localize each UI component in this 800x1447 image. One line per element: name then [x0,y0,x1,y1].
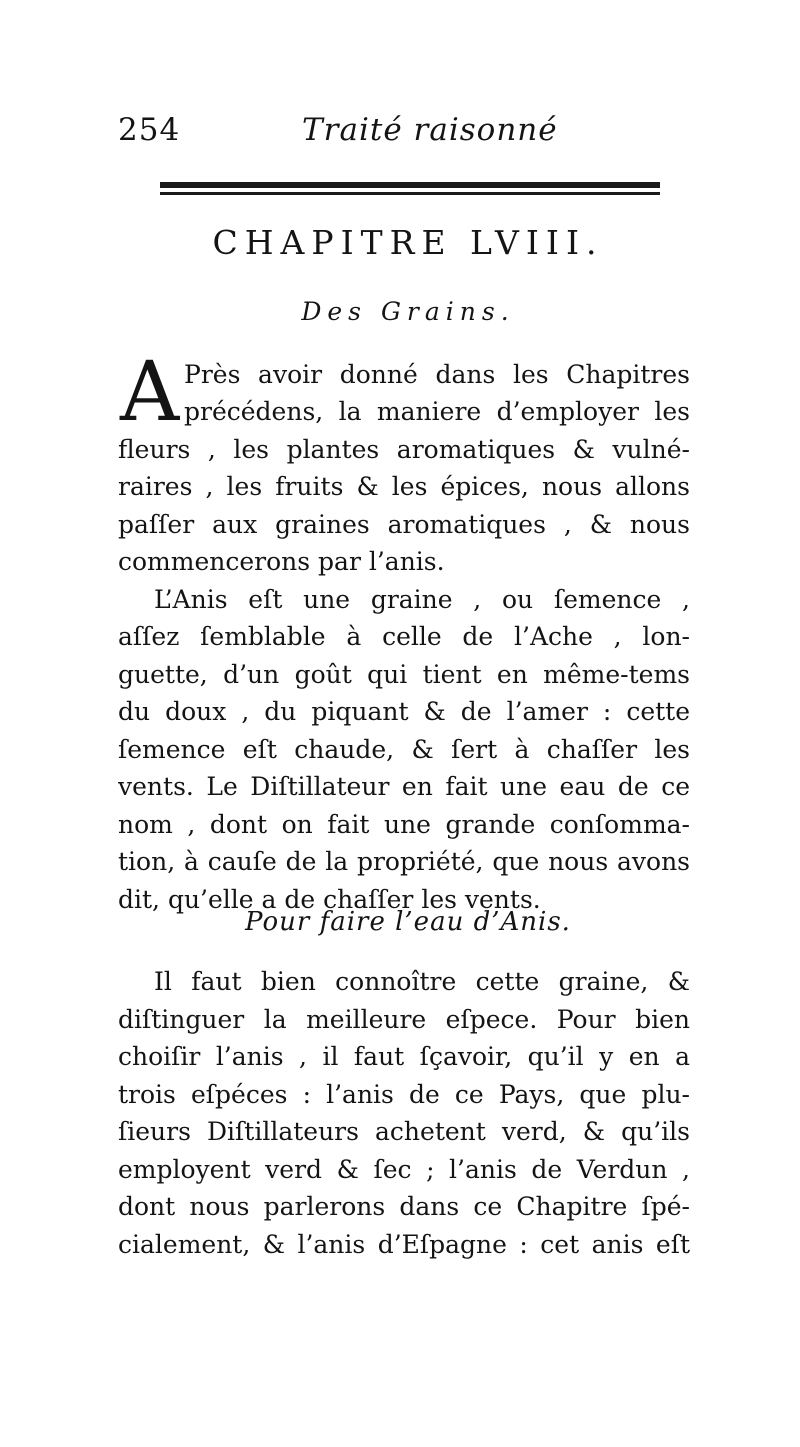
drop-cap-letter: A [120,345,180,440]
paragraph-1-line: précédens, la maniere d’employer les [184,397,690,426]
paragraph-2-line: du doux , du piquant & de l’amer : cette [118,697,690,726]
paragraph-1-line: fleurs , les plantes aromatiques & vulné- [118,435,690,464]
paragraph-3-line: Il faut bien connoître cette graine, & [154,967,690,996]
paragraph-2-line: aſſez ſemblable à celle de l’Ache , lon- [118,622,690,651]
rule-thick-line [160,182,660,188]
paragraph-1-line: Près avoir donné dans les Chapitres [184,360,690,389]
paragraph-1-line: paſſer aux graines aromatiques , & nous [118,510,690,539]
paragraph-3-line: trois eſpéces : l’anis de ce Pays, que plu- [118,1080,690,1109]
paragraph-2-line: vents. Le Diſtillateur en fait une eau de ce [118,772,690,801]
recipe-heading: Pour faire l’eau d’Anis. [245,907,571,937]
running-title: Traité raisonné [302,112,558,148]
paragraph-3-line: dont nous parlerons dans ce Chapitre ſpé- [118,1192,690,1221]
paragraph-2-line: tion, à cauſe de la propriété, que nous avons [118,847,690,876]
ornamental-rule [160,180,660,196]
paragraph-3-line: choiſir l’anis , il faut ſçavoir, qu’il y en a [118,1042,690,1071]
chapter-heading: CHAPITRE LVIII. [212,223,604,262]
paragraph-1-line: commencerons par l’anis. [118,547,445,576]
paragraph-1-line: raires , les fruits & les épices, nous allons [118,472,690,501]
paragraph-3-line: employent verd & ſec ; l’anis de Verdun , [118,1155,690,1184]
paragraph-3-line: diſtinguer la meilleure eſpece. Pour bien [118,1005,690,1034]
paragraph-2-line: nom , dont on fait une grande conſomma- [118,810,690,839]
paragraph-2-line: guette, d’un goût qui tient en même-tems [118,660,690,689]
rule-thin-line [160,192,660,195]
page-number: 254 [118,112,181,148]
paragraph-2-line: L’Anis eſt une graine , ou ſemence , [154,585,690,614]
paragraph-3-line: ſieurs Diſtillateurs achetent verd, & qu’ils [118,1117,690,1146]
running-head [118,112,678,162]
paragraph-3-line: cialement, & l’anis d’Eſpagne : cet anis eſt [118,1230,690,1259]
section-heading: Des Grains. [301,297,515,326]
paragraph-2-line: ſemence eſt chaude, & ſert à chaſſer les [118,735,690,764]
paragraph-2-line: dit, qu’elle a de chaſſer les vents. [118,885,541,914]
